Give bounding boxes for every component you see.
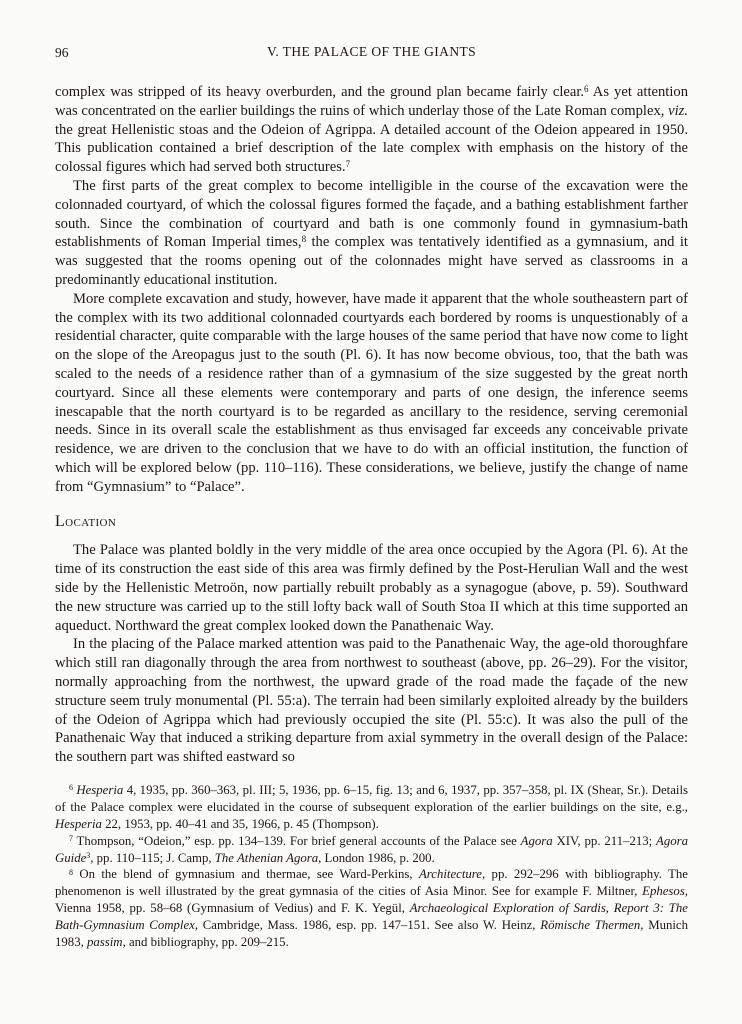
paragraph-first-parts: The first parts of the great complex to become intelligible in the course of the excavation were the colonnaded courtyard, of which the colossal figures formed the façade, and a bathing establishment farther south. Since the combination of courtyard and bath is one commonly found in gymnasium-bath establishments of Roman Imperial times,$^8$ the complex was tentatively identified as a gymnasium, and it was suggested that the rooms opening out of the colonnades might have served as classrooms in a predominantly educational institution. [55, 177, 688, 288]
footnote-7: $^7$ Thompson, “Odeion,” esp. pp. 134–139. For brief general accounts of the Palace see Agora XIV, pp. 211–213; Agora Guide$^3$, pp. 110–115; J. Camp, The Athenian Agora, London 1986, p. 200. [55, 833, 688, 865]
page-number: 96 [55, 45, 69, 60]
footnotes [55, 782, 688, 951]
footnote-6: $^6$ Hesperia 4, 1935, pp. 360–363, pl. III; 5, 1936, pp. 6–15, fig. 13; and 6, 1937, pp. 357–358, pl. IX (Shear, Sr.). Details of the Palace complex were elucidated in the course of subsequent exploration of the earlier buildings on the site, e.g., Hesperia 22, 1953, pp. 40–41 and 35, 1966, p. 45 (Thompson). [55, 782, 689, 831]
paragraph-palace-planted: The Palace was planted boldly in the very middle of the area once occupied by the Agora (Pl. 6). At the time of its construction the east side of this area was firmly defined by the Post-Herulian Wall and the west side by the Hellenistic Metroön, now partially rebuilt probably as a synagogue (above, p. 59). Southward the new structure was carried up to the still lofty back wall of South Stoa II which at this time supported an aqueduct. Northward the great complex looked down the Panathenaic Way. [55, 542, 688, 634]
paragraph-overburden: complex was stripped of its heavy overburden, and the ground plan became fairly clear.$^6$ As yet attention was concentrated on the earlier buildings the ruins of which underlay those of the Late Roman complex, viz. the great Hellenistic stoas and the Odeion of Agrippa. A detailed account of the Odeion appeared in 1950. This publication contained a brief description of the late complex with emphasis on the history of the colossal figures which had served both structures.$^7$ [55, 83, 688, 176]
body-text [55, 83, 688, 767]
section-heading-location: Location [55, 512, 117, 530]
paragraph-more-complete: More complete excavation and study, however, have made it apparent that the whole southeastern part of the complex with its two additional colonnaded courtyards each bordered by rooms is unquestionably of a residential character, quite comparable with the large houses of the same period that have now come to light on the slope of the Areopagus just to the south (Pl. 6). It has now become obvious, too, that the bath was scaled to the needs of a residence rather than of a gymnasium of the size suggested by the great north courtyard. Since all these elements were contemporary and parts of one design, the inference seems inescapable that the north courtyard is to be regarded as ancillary to the residence, serving ceremonial needs. Since in its overall scale the establishment as thus envisaged far exceeds any conceivable private residence, we are driven to the conclusion that we have to do with an official institution, the function of which will be explored below (pp. 110–116). These considerations, we believe, justify the change of name from “Gymnasium” to “Palace”. [55, 290, 688, 495]
page-header [55, 44, 688, 63]
running-head: V. THE PALACE OF THE GIANTS [266, 44, 477, 59]
paragraph-placing-palace: In the placing of the Palace marked attention was paid to the Panathenaic Way, the age-old thoroughfare which still ran diagonally through the area from northwest to southeast (above, pp. 26–29). For the visitor, normally approaching from the northwest, the upward grade of the road made the façade of the new structure seem truly monumental (Pl. 55:a). The terrain had been similarly exploited already by the builders of the Odeion of Agrippa which had previously occupied the site (Pl. 55:c). It was also the pull of the Panathenaic Way that induced a striking departure from axial symmetry in the overall design of the Palace: the southern part was shifted eastward so [55, 636, 688, 766]
footnote-8: $^8$ On the blend of gymnasium and thermae, see Ward-Perkins, Architecture, pp. 292–296 with bibliography. The phenomenon is well illustrated by the great gymnasia of the cities of Asia Minor. See for example F. Miltner, Ephesos, Vienna 1958, pp. 58–68 (Gymnasium of Vedius) and F. K. Yegül, Archaeological Exploration of Sardis, Report 3: The Bath-Gymnasium Complex, Cambridge, Mass. 1986, esp. pp. 147–151. See also W. Heinz, Römische Thermen, Munich 1983, passim, and bibliography, pp. 209–215. [55, 867, 689, 950]
